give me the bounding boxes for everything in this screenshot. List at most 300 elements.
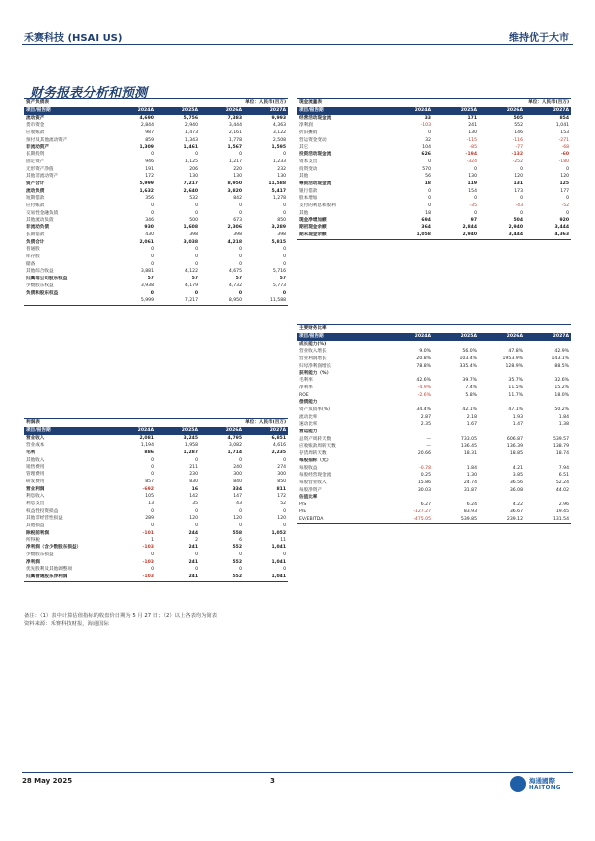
table-cell-value: 83.93 — [463, 509, 477, 515]
table-cell-value — [387, 341, 433, 348]
table-cell-value: 0 — [474, 195, 478, 201]
table-cell-value: 1,058 — [387, 232, 433, 240]
table-cell-label: 营业收入增长 — [299, 348, 327, 354]
column-header: 2026A — [200, 107, 244, 115]
table-cell-value: 120 — [189, 515, 199, 521]
table-cell-value: 11.5% — [508, 385, 523, 391]
table-cell-value: 920 — [559, 217, 570, 223]
rating-header: 维持优于大市 — [509, 33, 569, 44]
table-cell-value: -103 — [142, 545, 154, 551]
table-cell-value: 532 — [189, 195, 199, 201]
table-row — [24, 501, 288, 508]
table-cell-label: 预付及其他流动资产 — [26, 137, 68, 143]
table-cell-value: 1.38 — [558, 421, 570, 427]
table-cell-value: 18.74 — [555, 451, 570, 457]
table-cell-label: 获利能力（%） — [299, 370, 332, 376]
table-title: 现金流量表 — [297, 99, 479, 108]
table-header-row — [24, 427, 288, 435]
table-cell-label: 负债和股东权益 — [26, 290, 59, 296]
table-cell-value: 6.27 — [420, 502, 431, 508]
table-cell-value: 3.85 — [512, 472, 523, 478]
table-cell-value: 3,444 — [479, 232, 525, 240]
table-cell-value: 3,038 — [183, 239, 199, 245]
table-cell-value: 0 — [194, 290, 199, 296]
table-cell-value — [525, 399, 571, 406]
table-cell-value: 4,616 — [272, 442, 287, 448]
table-cell-label: 短期借款 — [26, 195, 45, 201]
table-cell-value: 289 — [145, 515, 154, 521]
table-cell-label: 现金净增加额 — [299, 217, 327, 223]
table-row — [24, 144, 288, 151]
table-cell-value: 0 — [239, 552, 243, 558]
table-cell-value: 44.02 — [555, 487, 570, 493]
table-cell-value: 4,795 — [227, 435, 243, 441]
table-cell-value: 2,640 — [183, 188, 199, 194]
table-cell-value: 57 — [279, 276, 287, 282]
table-cell-value: 842 — [233, 195, 243, 201]
table-cell-value: 103.4% — [459, 356, 477, 362]
table-row — [297, 188, 571, 195]
table-cell-value: -127.27 — [413, 509, 431, 515]
table-cell-value: 36.56 — [509, 480, 523, 486]
table-cell-label: 应付账款 — [26, 203, 45, 209]
table-cell-value: 0 — [282, 290, 287, 296]
table-cell-value: 147 — [233, 494, 243, 500]
table-cell-value: 0 — [283, 152, 287, 158]
table-row — [24, 297, 288, 305]
table-cell-label: 估值比率 — [299, 494, 318, 500]
table-cell-value: 0 — [151, 523, 154, 529]
column-header: 项目/报告期 — [297, 333, 387, 341]
table-cell-value: -475.05 — [387, 516, 433, 524]
table-cell-value: 830 — [189, 479, 199, 485]
table-cell-value: 241 — [188, 545, 199, 551]
table-cell-value: 131.54 — [525, 516, 571, 524]
table-cell-label: 每股净资产 — [299, 487, 322, 493]
table-cell-value: 136.39 — [506, 443, 523, 449]
table-cell-value: -252 — [512, 159, 524, 165]
table-cell-value: 0 — [239, 152, 243, 158]
table-row — [297, 363, 571, 370]
table-row — [297, 443, 571, 450]
table-cell-value: 105 — [145, 494, 154, 500]
table-row — [297, 450, 571, 457]
column-header: 2027A — [525, 107, 571, 115]
table-cell-value: 130 — [277, 174, 287, 180]
table-cell-value: 5,417 — [271, 188, 287, 194]
table-cell-value: 19.45 — [555, 509, 570, 515]
table-row — [297, 217, 571, 224]
column-header: 2025A — [156, 107, 200, 115]
table-row — [297, 370, 571, 377]
table-cell-value: 570 — [422, 166, 431, 172]
table-cell-label: 营业收入 — [26, 435, 45, 441]
table-row — [297, 414, 571, 421]
table-cell-value: 0 — [283, 508, 287, 514]
table-cell-value: 0 — [283, 210, 287, 216]
table-cell-label: 其他 — [299, 210, 309, 216]
table-cell-value: 5,756 — [183, 115, 199, 121]
table-cell-value: 398 — [277, 232, 287, 238]
table-row — [297, 429, 571, 436]
table-cell-label: 应收账款周转天数 — [299, 443, 336, 449]
table-cell-label: 利息支出 — [26, 501, 45, 507]
table-cell-value: 946 — [145, 159, 154, 165]
table-cell-value: 0 — [150, 290, 154, 296]
table-cell-value: 1,309 — [139, 144, 154, 150]
table-unit: 单位：人民币(百万) — [479, 99, 571, 108]
table-cell-value — [433, 341, 479, 348]
table-cell-label: 流动负债 — [26, 188, 45, 194]
table-cell-value: 0 — [428, 195, 431, 201]
table-cell-value: 11,588 — [268, 181, 287, 187]
footer-date: 28 May 2025 — [22, 777, 73, 785]
table-cell-value: 1,778 — [228, 137, 243, 143]
table-row — [297, 399, 571, 406]
table-cell-value — [387, 370, 433, 377]
table-cell-value: 232 — [277, 166, 287, 172]
source-line: 资料来源：禾赛科技财报，海通国际 — [24, 621, 109, 627]
table-cell-value: 172 — [145, 174, 154, 180]
table-cell-label: 资产负债率(%) — [299, 407, 330, 413]
table-row — [24, 290, 288, 297]
table-cell-value: 0 — [151, 552, 154, 558]
table-row — [24, 464, 288, 471]
table-cell-value: 50.2% — [554, 407, 570, 413]
table-cell-value: 241 — [156, 574, 200, 582]
table-row — [297, 166, 571, 173]
table-cell-value: 241 — [188, 559, 199, 565]
table-cell-value: 1,595 — [271, 144, 287, 150]
table-cell-value: 2.18 — [466, 414, 477, 420]
table-cell-value: 0 — [195, 246, 199, 252]
table-cell-value: 240 — [233, 464, 243, 470]
column-header: 2027A — [244, 427, 288, 435]
table-row — [24, 450, 288, 457]
table-cell-value: 120 — [277, 515, 287, 521]
table-cell-value: 177 — [560, 188, 570, 194]
table-cell-value: 244 — [188, 530, 199, 536]
table-cell-label: 归属普通股东净利润 — [24, 574, 112, 582]
table-cell-value: 0 — [283, 552, 287, 558]
table-row — [24, 435, 288, 442]
table-cell-value: 130 — [189, 174, 199, 180]
table-cell-value: 13 — [148, 501, 154, 507]
table-cell-value: 0 — [239, 203, 243, 209]
table-header-row — [24, 107, 288, 115]
table-cell-value: 0 — [474, 166, 478, 172]
table-cell-value — [479, 494, 525, 501]
table-cell-value: 1.93 — [512, 414, 523, 420]
table-cell-value: 0 — [239, 508, 243, 514]
table-cell-value: 88.5% — [554, 363, 570, 369]
table-cell-value: 850 — [277, 217, 287, 223]
table-cell-value: 125 — [559, 181, 570, 187]
table-cell-label: 期末现金余额 — [297, 232, 387, 240]
table-cell-label: 期初现金余额 — [299, 225, 327, 231]
table-cell-value: -103 — [112, 574, 156, 582]
table-cell-value: 886 — [144, 450, 154, 456]
table-cell-label: 流动资产 — [26, 115, 45, 121]
table-cell-value: 5,999 — [112, 297, 156, 305]
table-cell-value: 2,235 — [271, 450, 287, 456]
table-cell-value: 20.8% — [416, 356, 431, 362]
table-cell-value: 552 — [200, 574, 244, 582]
table-cell-value: 0 — [428, 130, 431, 136]
table-cell-value: 2,081 — [139, 435, 154, 441]
table-cell-value: 143.1% — [551, 356, 570, 362]
table-cell-value: 0 — [195, 508, 199, 514]
table-cell-label: 少数股东损益 — [26, 552, 54, 558]
table-cell-value — [433, 370, 479, 377]
table-cell-value: 43 — [236, 501, 243, 507]
table-cell-value: 3,245 — [183, 435, 199, 441]
table-cell-label: 优先股利及其他调整项 — [26, 566, 72, 572]
table-cell-value: -77 — [515, 144, 524, 150]
table-title-row — [297, 325, 571, 334]
table-cell-value: 78.8% — [416, 363, 431, 369]
table-row — [297, 181, 571, 188]
table-cell-value: 6,851 — [271, 435, 287, 441]
table-cell-value: -194 — [465, 152, 478, 158]
table-cell-label: 营业利润增长 — [299, 356, 327, 362]
table-cell-label: 资产合计 — [26, 181, 45, 187]
table-cell-value: 0 — [151, 254, 154, 260]
table-row — [297, 458, 571, 465]
table-cell-value: 18.85 — [509, 451, 523, 457]
table-cell-value: 16 — [191, 486, 199, 492]
table-cell-value: 1,567 — [227, 144, 243, 150]
table-cell-value: 552 — [232, 559, 243, 565]
table-cell-value: 191 — [145, 166, 154, 172]
table-cell-value: 4,732 — [228, 283, 243, 289]
table-cell-label: 其它 — [299, 144, 309, 150]
haitong-logo — [510, 775, 574, 795]
table-cell-value: 18 — [424, 181, 431, 187]
table-row — [24, 239, 288, 246]
table-cell-value: 1,041 — [271, 559, 287, 565]
table-row — [297, 421, 571, 428]
table-cell-value: 0 — [151, 472, 154, 478]
table-cell-value: 6.24 — [466, 502, 477, 508]
table-cell-value: 138.79 — [552, 443, 570, 449]
table-cell-value: 850 — [277, 479, 287, 485]
table-cell-value: 15.86 — [417, 480, 431, 486]
column-header: 2027A — [525, 333, 571, 341]
table-cell-value: 241 — [468, 122, 478, 128]
table-header-row — [297, 107, 571, 115]
table-cell-label: 利息收入 — [26, 494, 45, 500]
table-cell-value: 626 — [421, 152, 431, 158]
table-cell-value: 0 — [520, 195, 524, 201]
column-header: 2025A — [156, 427, 200, 435]
table-cell-value: 4,122 — [184, 268, 199, 274]
table-cell-value — [525, 341, 571, 348]
table-cell-value: 47.1% — [508, 407, 523, 413]
page-number: 3 — [270, 777, 275, 785]
table-cell-value: 153 — [560, 130, 570, 136]
table-cell-label: 存货周转天数 — [299, 451, 327, 457]
table-cell-value: 0 — [238, 290, 243, 296]
table-cell-value: 33 — [424, 115, 431, 121]
table-cell-value: -692 — [142, 486, 154, 492]
table-cell-label: 管理费用 — [26, 472, 45, 478]
table-cell-value: 1,278 — [272, 195, 287, 201]
table-cell-label: 长期借款 — [26, 232, 45, 238]
table-row — [24, 166, 288, 173]
table-row — [297, 377, 571, 384]
table-cell-value: 7,383 — [227, 115, 243, 121]
table-title: 资产负债表 — [24, 99, 200, 108]
table-cell-value — [433, 458, 479, 465]
table-cell-label: 每股收益 — [299, 465, 318, 471]
table-cell-value: 1,287 — [183, 450, 199, 456]
table-cell-value: 1.84 — [466, 465, 477, 471]
table-cell-label: 所得税 — [26, 537, 40, 543]
ratios-table — [297, 324, 571, 524]
table-cell-value: 694 — [421, 217, 431, 223]
table-cell-value: 0 — [195, 523, 199, 529]
table-row — [297, 392, 571, 399]
table-cell-value: -52 — [561, 203, 570, 209]
table-cell-value: 119 — [467, 181, 478, 187]
table-cell-value — [433, 429, 479, 436]
table-row — [24, 254, 288, 261]
table-row — [24, 210, 288, 217]
table-cell-value: 398 — [189, 232, 199, 238]
table-cell-value: 7.4% — [465, 385, 477, 391]
table-cell-value: 2,940 — [184, 122, 199, 128]
table-cell-value: 30.03 — [417, 487, 431, 493]
table-cell-value: 0 — [520, 210, 524, 216]
table-cell-value: 5,815 — [271, 239, 287, 245]
cash-flow-table — [297, 98, 571, 240]
table-row — [297, 122, 571, 129]
table-row — [24, 246, 288, 253]
table-cell-value: 854 — [559, 115, 570, 121]
table-row — [24, 530, 288, 537]
table-cell-value: 136.45 — [460, 443, 477, 449]
table-cell-label: 流动比率 — [299, 414, 318, 420]
table-cell-label: 除税前利润 — [26, 530, 49, 536]
table-cell-value: 0 — [283, 203, 287, 209]
table-row — [297, 341, 571, 348]
table-row — [24, 261, 288, 268]
table-cell-value: 9.0% — [419, 348, 431, 354]
table-row — [24, 479, 288, 486]
table-cell-value: 398 — [233, 232, 243, 238]
table-row — [24, 574, 288, 582]
table-cell-label: 其他 — [299, 174, 309, 180]
table-cell-value: 930 — [144, 225, 154, 231]
table-cell-value: 206 — [189, 166, 199, 172]
table-cell-value: -2.6% — [417, 392, 431, 398]
table-cell-value: 0 — [283, 523, 287, 529]
table-cell-value: -103 — [142, 559, 154, 565]
table-cell-label: ROE — [299, 392, 309, 398]
table-cell-value: 18 — [425, 210, 431, 216]
table-cell-value: 4,218 — [227, 239, 243, 245]
table-cell-value: 1,343 — [184, 137, 199, 143]
table-row — [297, 516, 571, 524]
table-row — [24, 115, 288, 122]
table-cell-value: -0.78 — [419, 465, 431, 471]
table-cell-label: 货币资金 — [26, 122, 45, 128]
table-cell-value: 3,444 — [554, 225, 570, 231]
table-cell-value: 0 — [239, 523, 243, 529]
table-cell-value: 1,473 — [184, 130, 199, 136]
table-title: 利润表 — [24, 419, 200, 428]
table-cell-value: 18.31 — [463, 451, 477, 457]
table-cell-value: 4,179 — [184, 283, 199, 289]
table-cell-label: 交易性金融负债 — [26, 210, 59, 216]
table-cell-label: 营业成本 — [26, 442, 45, 448]
table-cell-value: 173 — [514, 188, 524, 194]
table-cell-value: — — [426, 436, 431, 442]
table-cell-label: 投资变动 — [299, 166, 318, 172]
table-cell-value — [387, 494, 433, 501]
table-cell-value: -324 — [466, 159, 478, 165]
table-row — [297, 203, 571, 210]
table-row — [297, 232, 571, 240]
table-cell-value: 0 — [239, 261, 243, 267]
table-cell-value: 0 — [151, 246, 154, 252]
table-cell-value: 356 — [145, 195, 154, 201]
table-cell-value: 39.7% — [462, 378, 477, 384]
company-header: 禾赛科技 (HSAI US) — [24, 33, 123, 44]
table-cell-value: 146 — [514, 130, 524, 136]
table-row — [297, 348, 571, 355]
table-cell-label: 支付的利息和股利 — [299, 203, 336, 209]
table-cell-value: 2.87 — [420, 414, 431, 420]
table-cell-value: 1,632 — [139, 188, 154, 194]
table-cell-value: 34.4% — [416, 407, 431, 413]
table-cell-value: 857 — [145, 479, 154, 485]
table-cell-label: 其他综合收益 — [26, 268, 54, 274]
table-cell-value: 57 — [147, 276, 154, 282]
table-cell-value: 0 — [151, 261, 154, 267]
table-row — [297, 436, 571, 443]
table-cell-value — [525, 494, 571, 501]
table-cell-value: 1,233 — [272, 159, 287, 165]
table-cell-label: P/E — [299, 509, 307, 515]
table-row — [24, 493, 288, 500]
table-cell-value: 0 — [283, 254, 287, 260]
table-cell-label: 储备 — [26, 261, 36, 267]
column-header: 2024A — [387, 333, 433, 341]
table-cell-value: 0 — [566, 210, 570, 216]
table-cell-value: 142 — [189, 494, 199, 500]
table-cell-value: 36.67 — [509, 509, 523, 515]
table-row — [297, 173, 571, 180]
table-cell-label: 营运资金变动 — [299, 137, 327, 143]
table-cell-value: 5,999 — [139, 181, 154, 187]
table-cell-label: 营运能力 — [299, 429, 318, 435]
table-cell-label: 速动比率 — [299, 421, 318, 427]
table-cell-value: 211 — [189, 464, 199, 470]
table-cell-value: -132 — [511, 152, 524, 158]
table-cell-value: 6 — [239, 537, 243, 543]
table-cell-value: 0 — [195, 254, 199, 260]
table-row — [24, 122, 288, 129]
table-row — [297, 115, 571, 122]
column-header: 2027A — [244, 107, 288, 115]
table-cell-label: EV/EBITDA — [297, 516, 387, 524]
table-title-row — [24, 419, 288, 428]
table-title: 主要财务比率 — [297, 325, 571, 334]
table-cell-label: 营业利润 — [26, 486, 45, 492]
table-cell-value: 0 — [195, 210, 199, 216]
